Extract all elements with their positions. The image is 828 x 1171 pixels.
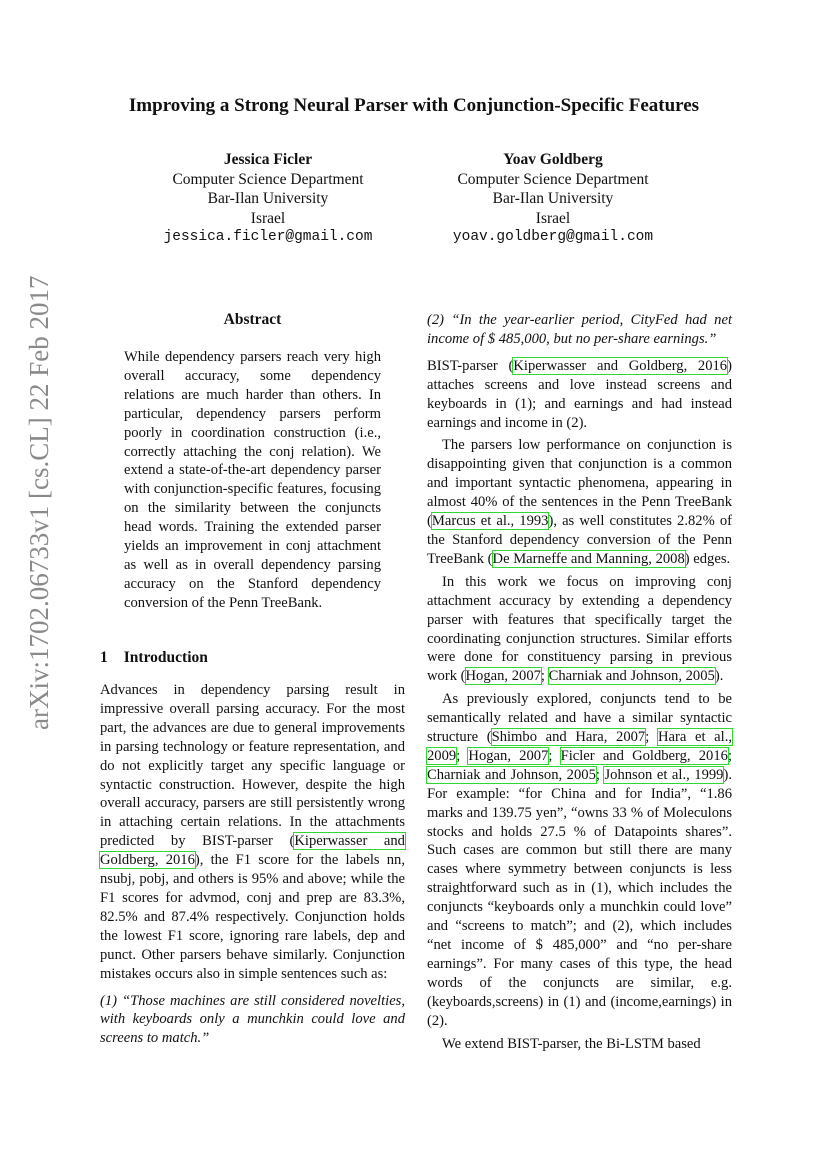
text-run: Advances in dependency parsing result in impressive overall parsing accuracy. For the most part, the advances are due to general improvements in parsing technology or feature representation, and do not explicitly target any specific language or syntactic construction. However, despite the high overall accuracy, parsers are still persistently wrong in attaching certain relations. In the attachments predicted by BIST-parser ( [100, 682, 405, 850]
section-number: 1 [100, 649, 108, 666]
citation-link[interactable]: Charniak and Johnson, 2005 [427, 766, 596, 783]
text-run: ) attaches screens and love instead screens and keyboards in (1); and earnings and had instead earnings and income in (2). [427, 357, 732, 431]
abstract-text: While dependency parsers reach very high overall accuracy, some dependency relations are much harder than others. In particular, dependency parsers perform poorly in coordination construction (i.e., correctly attaching the conj relation). We extend a state-of-the-art dependency parser with conjunction-specific features, focusing on the similarity between the conjuncts head words. Training the extended parser yields an improvement in conj attachment as well as in overall dependency parsing accuracy on the Stanford dependency conversion of the Penn TreeBank. [124, 349, 381, 611]
citation-link[interactable]: Johnson et al., 1999 [604, 766, 724, 783]
section-title: Introduction [123, 649, 208, 666]
paragraph: We extend BIST-parser, the Bi-LSTM based [442, 1035, 701, 1052]
arxiv-stamp: arXiv:1702.06733v1 [cs.CL] 22 Feb 2017 [24, 275, 54, 730]
citation-link[interactable]: Hogan, 2007 [468, 747, 549, 764]
citation-link[interactable]: Hogan, 2007 [465, 668, 541, 685]
author-country: Israel [535, 209, 571, 227]
example-1: (1) “Those machines are still considered novelties, with keyboards only a munchkin could love and screens to match.” [100, 992, 405, 1047]
citation-link[interactable]: Kiperwasser and Goldberg, 2016 [100, 833, 405, 869]
paragraph: As previously explored, conjuncts tend to be semantically related and have a similar syntactic structure (Shimbo and Hara, 2007; Hara et al., 2009; Hogan, 2007; Ficler and Goldberg, 2016; Charniak and Johnson, 2005; Johnson et al., 1999). For example: “for China and for India”, “1.86 marks and 139.75 yen”, “owns 33 % of Moleculons stocks and holds 27.5 % of Datapoints shares”. Such cases are common but still there are many cases where symmetry between conjuncts is less straightforward such as in (1), which includes the conjuncts “keyboards only a munchkin could love” and “screens to match”; and (2), which includes “net income of $ 485,000” and “no per-share earnings”. For many cases of this type, the head words of the conjuncts are similar, e.g. (keyboards,screens) in (1) and (income,earnings) in (2). [427, 691, 732, 1029]
citation-link[interactable]: Hara et al., 2009 [427, 729, 732, 764]
left-column-body [100, 681, 405, 1048]
author-name: Jessica Ficler [223, 151, 313, 168]
intro-paragraph [100, 681, 405, 984]
right-column-body [427, 311, 732, 1053]
text-run: ). For example: “for China and for India”, “1.86 marks and 139.75 yen”, “owns 33 % of Moleculons stocks and holds 27.5 % of Datapoints shares”. Such cases are common but still there are many cases where symmetry between conjuncts is less straightforward such as in (1), which includes the conjuncts “keyboards only a munchkin could love” and “screens to match”; and (2), which includes “net income of $ 485,000” and “no per-share earnings”. For many cases of this type, the head words of the conjuncts are similar, e.g. (keyboards,screens) in (1) and (income,earnings) in (2). [427, 766, 732, 1029]
author-email[interactable]: yoav.goldberg@gmail.com [452, 229, 654, 245]
abstract-heading: Abstract [223, 311, 282, 328]
text-run: BIST-parser ( [427, 357, 514, 374]
paragraph [427, 357, 732, 433]
text-run: The parsers low performance on conjunction is disappointing given that conjunction is a common and important syntactic phenomena, appearing in almost 40% of the sentences in the Penn TreeBank ( [427, 437, 732, 530]
citation-link[interactable]: Ficler and Goldberg, 2016 [560, 747, 728, 764]
author-block-1 [118, 150, 418, 248]
section-heading [100, 649, 224, 667]
author-country: Israel [250, 209, 286, 227]
author-univ: Bar-Ilan University [207, 190, 329, 207]
text-run: ), the F1 score for the labels nn, nsubj, pobj, and others is 95% and above; while the F1 scores for advmod, conj and prep are 83.3%, 82.5% and 87.4% respectively. Conjunction holds the lowest F1 score, ignoring rare labels, dep and punct. Other parsers behave similarly. Conjunction mistakes occurs also in simple sentences such as: [100, 852, 405, 982]
citation-link[interactable]: Shimbo and Hara, 2007 [491, 729, 646, 746]
author-dept: Computer Science Department [172, 170, 364, 188]
author-univ: Bar-Ilan University [492, 190, 614, 207]
text-run: ; [540, 668, 549, 685]
author-block-2 [403, 150, 703, 248]
paper-title: Improving a Strong Neural Parser with Conjunction-Specific Features [128, 95, 700, 116]
citation-link[interactable]: Marcus et al., 1993 [431, 513, 549, 530]
author-name: Yoav Goldberg [503, 151, 603, 168]
example-2: (2) “In the year-earlier period, CityFed had net income of $ 485,000, but no per-share earnings.” [427, 312, 732, 347]
paragraph [427, 573, 732, 686]
citation-link[interactable]: De Marneffe and Manning, 2008 [492, 550, 685, 567]
author-dept: Computer Science Department [457, 170, 649, 188]
text-run: In this work we focus on improving conj attachment accuracy by extending a dependency parser with features that specifically target the coordinating conjunction structures. Similar efforts were done for constituency parsing in previous work ( [427, 573, 732, 685]
text-run: ). [714, 668, 724, 685]
text-run: As previously explored, conjuncts tend to be semantically related and have a similar syntactic structure ( [427, 691, 732, 746]
citation-link[interactable]: Charniak and Johnson, 2005 [548, 668, 715, 685]
author-email[interactable]: jessica.ficler@gmail.com [163, 229, 373, 245]
paragraph [427, 436, 732, 568]
text-run: ) edges. [684, 550, 731, 567]
text-run: ), as well constitutes 2.82% of the Stanford dependency conversion of the Penn TreeBank ( [427, 513, 732, 567]
citation-link[interactable]: Kiperwasser and Goldberg, 2016 [513, 357, 728, 374]
